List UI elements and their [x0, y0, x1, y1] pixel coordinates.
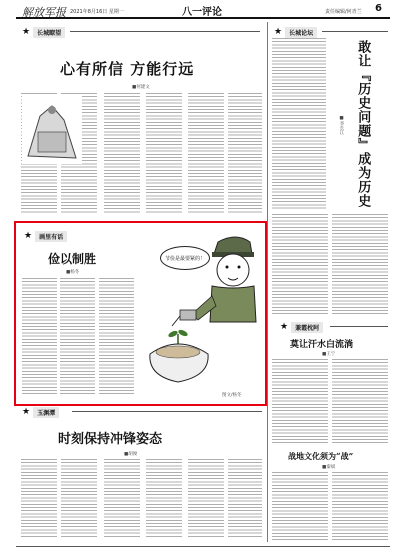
- header-rule: [16, 17, 390, 19]
- cartoon-headline: 俭以制胜: [48, 252, 97, 266]
- lead-headline: 心有所信 方能行远: [60, 60, 195, 78]
- cartoon-speech-text: 节俭是最要紧的！: [164, 255, 205, 262]
- cartoon-credit: 图文/杨冬: [222, 393, 242, 398]
- editor-line: 责任编辑/何青兰: [325, 9, 362, 15]
- side-byline: ■李长江: [339, 116, 344, 135]
- lead-text-col-6: [228, 93, 262, 213]
- bottom-text-col-3: [104, 459, 140, 539]
- side-headline-line1: 敢让: [355, 40, 371, 68]
- bottom-right-label: [280, 322, 323, 333]
- right-bottom-text-col-2: [332, 472, 388, 540]
- top-right-label-rule: [322, 31, 388, 32]
- bottom-left-label-rule: [72, 411, 262, 412]
- cartoon-speech-bubble: [160, 246, 210, 270]
- bottom-byline: ■胡俊: [124, 452, 138, 457]
- top-right-label-text: 长城论坛: [285, 27, 317, 38]
- bottom-text-col-5: [188, 459, 224, 539]
- right-mid-byline: ■王宁: [322, 352, 336, 357]
- bottom-left-label-text: 玉渊潭: [33, 407, 59, 418]
- bottom-right-label-rule: [330, 326, 388, 327]
- bottom-text-col-6: [228, 459, 262, 539]
- side-text-col-2: [272, 214, 328, 314]
- cartoon-text-col-1: [22, 278, 57, 394]
- page-number: 6: [375, 3, 382, 14]
- bottom-right-label-text: 兼霞枕阿: [291, 322, 323, 333]
- lead-text-col-5: [188, 93, 224, 213]
- star-icon: ★: [22, 407, 31, 417]
- cartoon-label-text: 画里有话: [35, 231, 67, 242]
- right-bottom-headline: 战地文化须为“战”: [288, 451, 354, 461]
- top-left-label: [22, 27, 65, 38]
- top-left-label-text: 长城瞭望: [33, 27, 65, 38]
- top-right-label: [274, 27, 317, 38]
- date-line: 2021年8月16日 星期一: [70, 9, 124, 15]
- lead-byline: ■何建文: [132, 85, 150, 90]
- bottom-text-col-2: [61, 459, 97, 539]
- right-bottom-text-col-1: [272, 472, 328, 540]
- masthead-brand: 解放军报: [22, 6, 66, 19]
- side-headline: [354, 40, 370, 210]
- cartoon-text-col-3: [99, 278, 134, 394]
- cartoon-label: [24, 231, 67, 242]
- side-text-col-3: [332, 214, 388, 314]
- star-icon: ★: [274, 27, 283, 37]
- column-divider: [267, 22, 268, 542]
- right-bottom-byline: ■秦斌: [322, 465, 336, 470]
- side-headline-line2: 『历史问题』: [355, 68, 371, 152]
- side-text-col-1: [272, 38, 326, 210]
- bottom-text-col-4: [146, 459, 182, 539]
- section-title: 八一评论: [182, 7, 222, 18]
- top-left-label-rule: [70, 31, 260, 32]
- right-mid-text-col-2: [332, 359, 388, 443]
- bottom-text-col-1: [21, 459, 57, 539]
- star-icon: ★: [280, 322, 289, 332]
- bottom-left-label: [22, 407, 59, 418]
- right-mid-headline: 莫让汗水白流淌: [290, 340, 354, 350]
- star-icon: ★: [22, 27, 31, 37]
- lead-text-col-3: [104, 93, 140, 213]
- star-icon: ★: [24, 231, 33, 241]
- right-mid-text-col-1: [272, 359, 328, 443]
- bottom-headline: 时刻保持冲锋姿态: [58, 432, 163, 447]
- side-headline-line3: 成为历史: [355, 152, 371, 208]
- footer-rule: [16, 546, 390, 547]
- lead-text-col-4: [146, 93, 182, 213]
- lead-illustration: [22, 96, 82, 164]
- cartoon-text-col-2: [60, 278, 95, 394]
- cartoon-byline: ■杨冬: [66, 270, 80, 275]
